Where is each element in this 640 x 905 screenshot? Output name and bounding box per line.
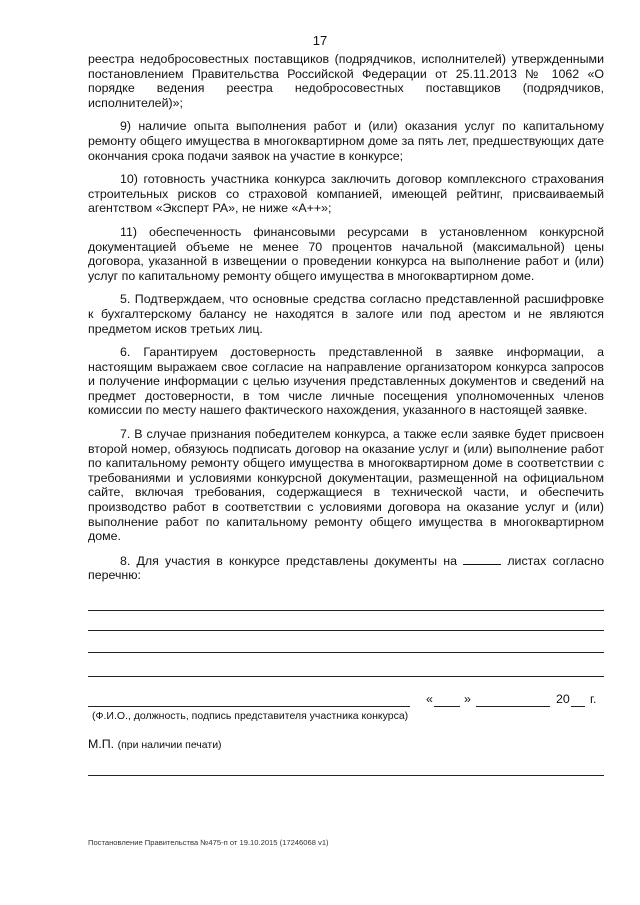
quote-close: » — [464, 692, 471, 706]
date-field — [426, 691, 606, 707]
document-list-line-2[interactable] — [88, 630, 604, 631]
document-list-line-4[interactable] — [88, 676, 604, 677]
paragraph-item-9: 9) наличие опыта выполнения работ и (или) оказания услуг по капитальному ремонту общего имущества в многоквартирном доме за пять лет, предшествующих дате окончания срока подачи заявок на участие в конкурсе; — [88, 119, 604, 163]
document-list-line-1[interactable] — [88, 610, 604, 611]
signature-line[interactable] — [88, 706, 410, 707]
year-blank[interactable] — [571, 706, 585, 707]
signature-caption: (Ф.И.О., должность, подпись представителя участника конкурса) — [92, 710, 409, 722]
clause-8-text-after: листах согласно перечню: — [88, 553, 604, 583]
document-list-line-3[interactable] — [88, 652, 604, 653]
year-suffix: г. — [590, 692, 597, 706]
stamp-label: М.П. — [88, 737, 115, 751]
bottom-rule — [88, 775, 604, 776]
page-number: 17 — [312, 33, 328, 48]
paragraph-registry-continuation: реестра недобросовестных поставщиков (подрядчиков, исполнителей) утвержденными постановлением Правительства Российской Федерации от 25.11.2013 № 1062 «О порядке ведения реестра недобросовестных поставщиков (подрядчиков, исполнителей)»; — [88, 52, 604, 110]
footer-reference: Постановление Правительства №475-п от 19.10.2015 (17246068 v1) — [88, 838, 329, 847]
quote-open: « — [426, 692, 433, 706]
paragraph-clause-8 — [88, 553, 604, 583]
document-body — [88, 52, 604, 592]
paragraph-item-10: 10) готовность участника конкурса заключить договор комплексного страхования строительных рисков со страховой компанией, имеющей рейтинг, присваиваемый агентством «Эксперт РА», не ниже «А++»; — [88, 172, 604, 216]
paragraph-item-11: 11) обеспеченность финансовыми ресурсами в установленном конкурсной документацией объеме не менее 70 процентов начальной (максимальной) цены договора, указанной в извещении о проведении конкурса на выполнение работ и (или) услуг по капитальному ремонту общего имущества в многоквартирном доме. — [88, 224, 604, 283]
year-prefix: 20 — [556, 692, 570, 706]
clause-8-text-before: 8. Для участия в конкурсе представлены документы на — [120, 553, 464, 568]
stamp-note: (при наличии печати) — [117, 739, 222, 751]
month-blank[interactable] — [476, 706, 550, 707]
paragraph-clause-7: 7. В случае признания победителем конкурса, а также если заявке будет присвоен второй номер, обязуюсь подписать договор на оказание услуг и (или) выполнение работ по капитальному ремонту общего имущества в многоквартирном доме в соответствии с требованиями и условиями конкурсной документации, размещенной на официальном сайте, включая требования, содержащиеся в технической части, и обеспечить производство работ в соответствии с условиями договора на оказание услуг и (или) выполнение работ по капитальному ремонту общего имущества в многоквартирном доме. — [88, 427, 604, 544]
paragraph-clause-6: 6. Гарантируем достоверность представленной в заявке информации, а настоящим выражаем свое согласие на направление организатором конкурса запросов и получение информации с целью изучения представленных документов и сведений на предмет достоверности, в том числе личные посещения уполномоченных членов комиссии по месту нашего фактического нахождения, указанного в настоящей заявке. — [88, 345, 604, 418]
sheet-count-blank[interactable] — [463, 553, 501, 565]
paragraph-clause-5: 5. Подтверждаем, что основные средства согласно представленной расшифровке к бухгалтерскому балансу не находятся в залоге или под арестом и не являются предметом исков третьих лиц. — [88, 292, 604, 336]
stamp-row — [88, 737, 222, 751]
day-blank[interactable] — [434, 706, 460, 707]
